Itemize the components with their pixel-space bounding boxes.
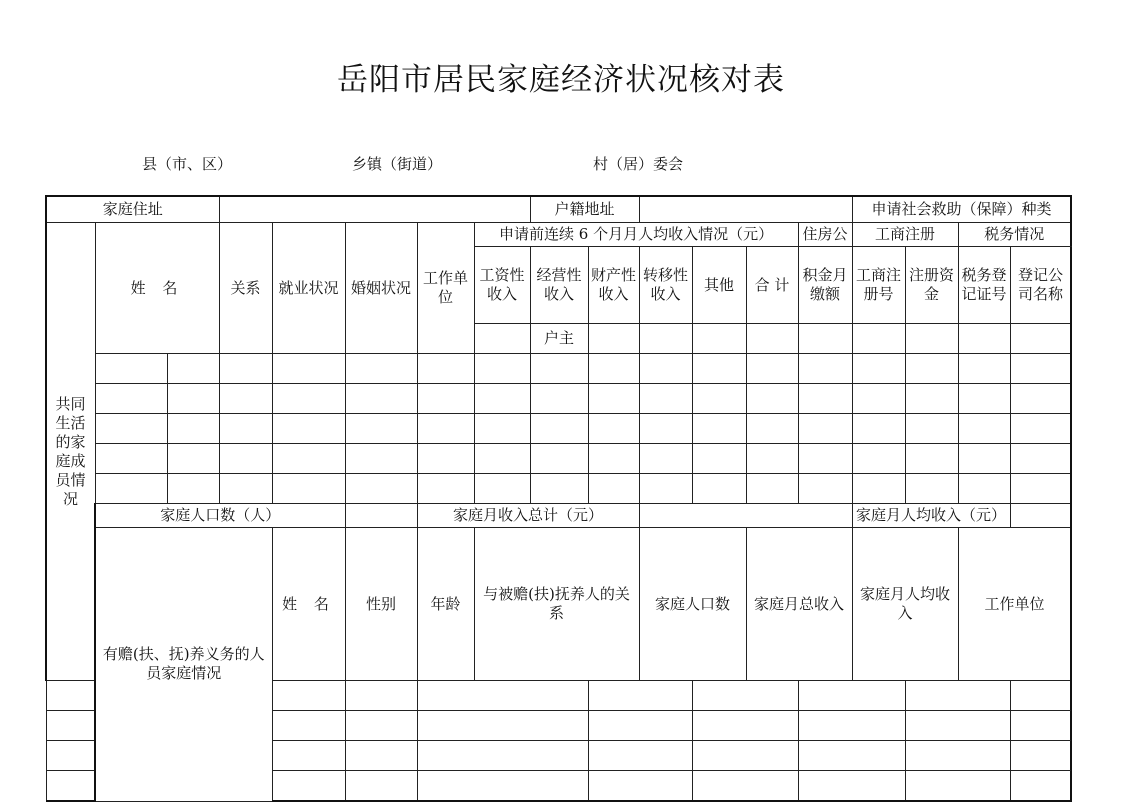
hukou-field[interactable] — [639, 196, 852, 223]
member-name-cell[interactable] — [474, 324, 530, 354]
aid-type-label: 申请社会救助（保障）种类 — [852, 196, 1071, 223]
monthly-total-label: 家庭月收入总计（元） — [417, 504, 639, 528]
county-label: 县（市、区） — [142, 155, 233, 173]
supporter-name-header: 姓 名 — [272, 528, 345, 681]
member-row — [46, 414, 1071, 444]
monthly-total-field[interactable] — [639, 504, 852, 528]
supporters-section-label: 有赡(扶、抚)养义务的人员家庭情况 — [95, 528, 272, 802]
village-label: 村（居）委会 — [593, 155, 684, 173]
supporter-per-capita-header: 家庭月人均收入 — [852, 528, 958, 681]
property-income-header: 财产性收入 — [588, 247, 639, 324]
member-employment-header: 就业状况 — [272, 223, 345, 354]
tax-cert-header: 税务登记证号 — [958, 247, 1010, 324]
member-row — [46, 444, 1071, 474]
hukou-label: 户籍地址 — [530, 196, 639, 223]
township-label: 乡镇（街道） — [352, 155, 443, 173]
member-name-header: 姓 名 — [95, 223, 219, 354]
commerce-regno-header: 工商注册号 — [852, 247, 905, 324]
supporter-population-header: 家庭人口数 — [639, 528, 746, 681]
member-row — [46, 384, 1071, 414]
household-check-table — [45, 195, 1072, 802]
population-field[interactable] — [345, 504, 417, 528]
tax-header: 税务情况 — [958, 223, 1071, 247]
registered-capital-header: 注册资金 — [905, 247, 958, 324]
company-name-header: 登记公司名称 — [1010, 247, 1071, 324]
supporter-employer-header: 工作单位 — [958, 528, 1071, 681]
housing-fund-header-top: 住房公 — [798, 223, 852, 247]
commerce-header: 工商注册 — [852, 223, 958, 247]
transfer-income-header: 转移性收入 — [639, 247, 692, 324]
member-relation-cell: 户主 — [530, 324, 588, 354]
housing-fund-header: 积金月缴额 — [798, 247, 852, 324]
per-capita-field[interactable] — [1010, 504, 1071, 528]
member-marital-header: 婚姻状况 — [345, 223, 417, 354]
address-field[interactable] — [219, 196, 530, 223]
supporter-monthly-income-header: 家庭月总收入 — [746, 528, 852, 681]
page-title: 岳阳市居民家庭经济状况核对表 — [337, 62, 785, 98]
other-income-header: 其他 — [692, 247, 746, 324]
supporter-gender-header: 性别 — [345, 528, 417, 681]
income-group-header: 申请前连续 6 个月月人均收入情况（元） — [474, 223, 798, 247]
members-section-label: 共同生活的家庭成员情况 — [46, 223, 95, 681]
supporter-relation-header: 与被赡(扶)抚养人的关系 — [474, 528, 639, 681]
per-capita-label: 家庭月人均收入（元） — [852, 504, 1010, 528]
member-row — [46, 474, 1071, 504]
wage-income-header: 工资性收入 — [474, 247, 530, 324]
member-relation-header: 关系 — [219, 223, 272, 354]
member-employer-header: 工作单位 — [417, 223, 474, 354]
address-label: 家庭住址 — [46, 196, 219, 223]
income-total-header: 合 计 — [746, 247, 798, 324]
supporter-age-header: 年龄 — [417, 528, 474, 681]
business-income-header: 经营性收入 — [530, 247, 588, 324]
member-row — [46, 354, 1071, 384]
population-label: 家庭人口数（人） — [95, 504, 345, 528]
